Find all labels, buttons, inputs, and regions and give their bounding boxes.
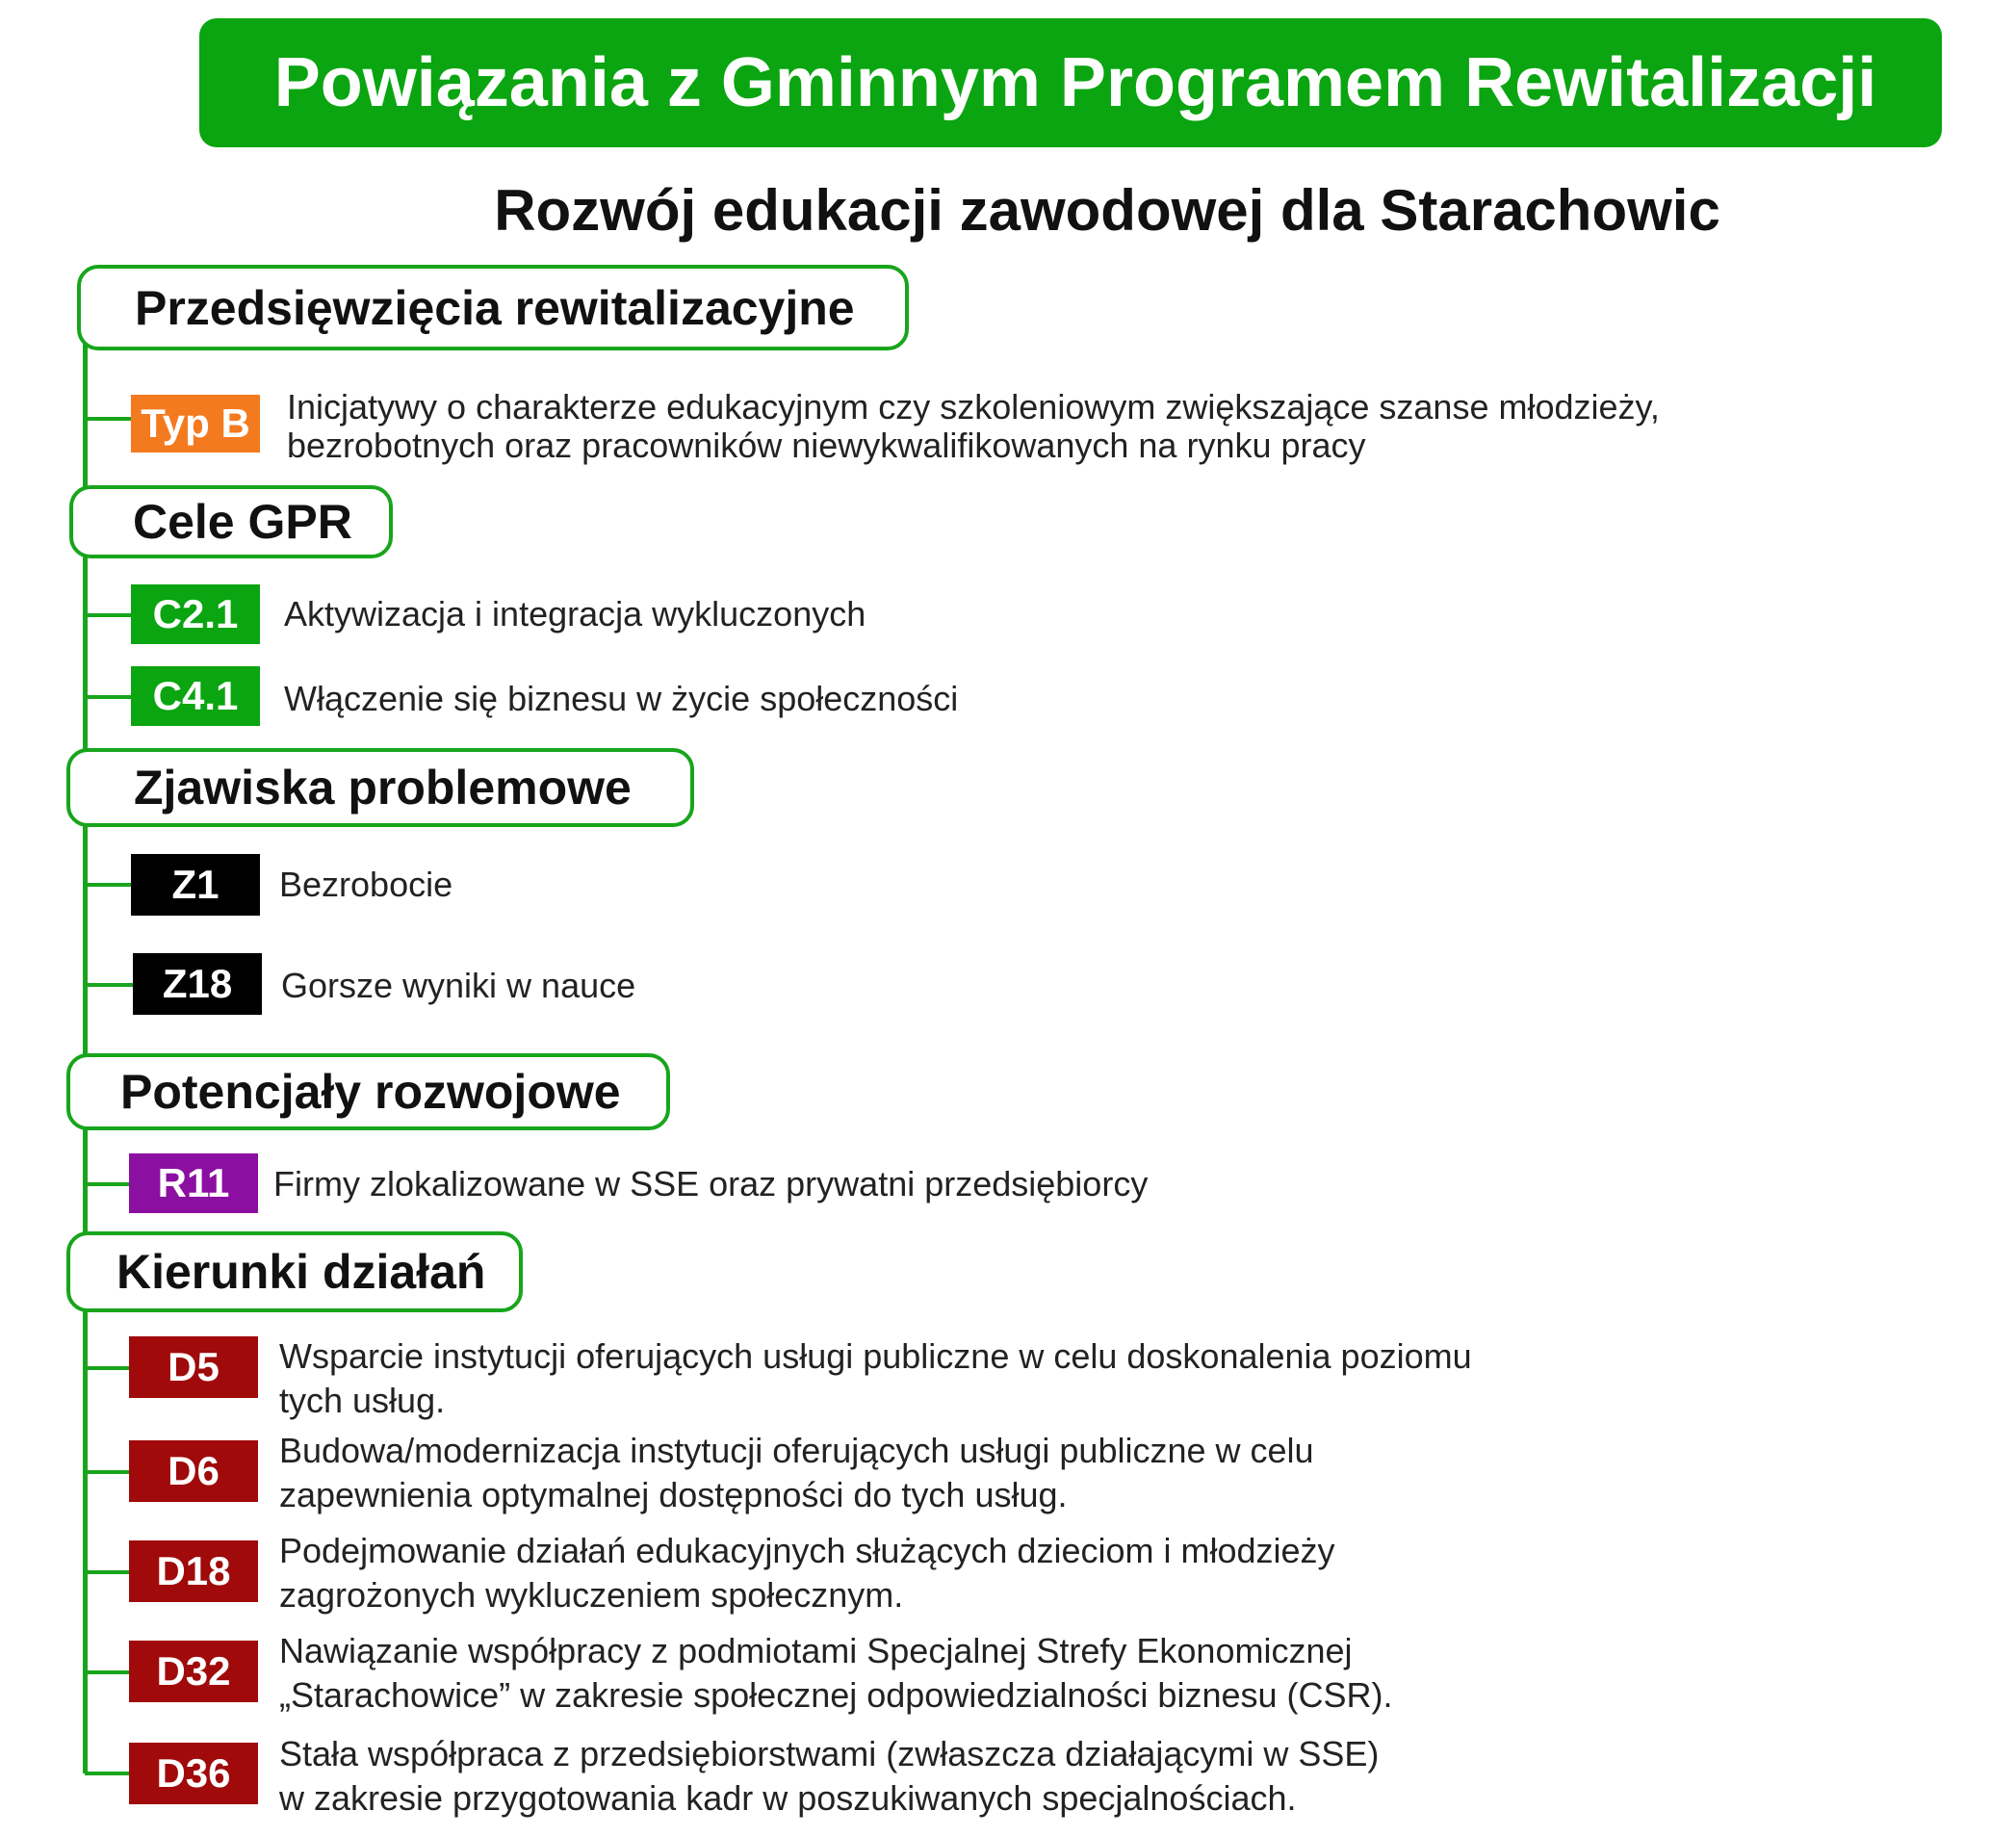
connector bbox=[85, 1366, 133, 1370]
title-banner: Powiązania z Gminnym Programem Rewitalizacji bbox=[199, 18, 1942, 147]
connector bbox=[85, 695, 133, 699]
badge-z18: Z18 bbox=[133, 953, 262, 1015]
connector bbox=[85, 983, 133, 987]
connector bbox=[85, 1570, 133, 1574]
heading-zjawiska bbox=[66, 748, 694, 827]
desc-line: zagrożonych wykluczeniem społecznym. bbox=[279, 1575, 904, 1615]
heading-cele-gpr-label: Cele GPR bbox=[133, 495, 352, 549]
connector bbox=[85, 1772, 133, 1775]
desc-z1 bbox=[279, 866, 452, 904]
badge-r11: R11 bbox=[129, 1153, 258, 1213]
heading-kierunki-label: Kierunki działań bbox=[116, 1245, 486, 1299]
heading-potencjaly-label: Potencjały rozwojowe bbox=[120, 1065, 621, 1119]
desc-line: Nawiązanie współpracy z podmiotami Specjalnej Strefy Ekonomicznej bbox=[279, 1631, 1353, 1670]
desc-line: Budowa/modernizacja instytucji oferujących usługi publiczne w celu bbox=[279, 1431, 1314, 1470]
heading-zjawiska-label: Zjawiska problemowe bbox=[134, 761, 632, 815]
desc-typ-b bbox=[287, 388, 1660, 465]
badge-typ-b: Typ B bbox=[131, 395, 260, 453]
connector bbox=[85, 613, 133, 617]
connector bbox=[85, 417, 133, 421]
desc-c2-1 bbox=[284, 595, 866, 634]
desc-line: Inicjatywy o charakterze edukacyjnym czy szkoleniowym zwiększające szanse młodzieży, bbox=[287, 387, 1660, 427]
badge-d6: D6 bbox=[129, 1440, 258, 1502]
badge-d32: D32 bbox=[129, 1641, 258, 1702]
heading-cele-gpr bbox=[69, 485, 393, 558]
heading-przedsiewziecia-label: Przedsięwzięcia rewitalizacyjne bbox=[135, 280, 855, 335]
heading-przedsiewziecia bbox=[77, 265, 909, 350]
desc-line: Wsparcie instytucji oferujących usługi publiczne w celu doskonalenia poziomu bbox=[279, 1336, 1472, 1376]
badge-z1: Z1 bbox=[131, 854, 260, 916]
desc-r11 bbox=[273, 1165, 1148, 1203]
connector bbox=[85, 1182, 133, 1186]
heading-kierunki bbox=[66, 1231, 523, 1312]
desc-line: tych usług. bbox=[279, 1381, 446, 1420]
subtitle: Rozwój edukacji zawodowej dla Starachowic bbox=[494, 177, 1720, 243]
desc-d18 bbox=[279, 1529, 1335, 1617]
desc-d6 bbox=[279, 1429, 1314, 1517]
desc-line: Podejmowanie działań edukacyjnych służących dzieciom i młodzieży bbox=[279, 1531, 1335, 1570]
desc-line: Stała współpraca z przedsiębiorstwami (zwłaszcza działającymi w SSE) bbox=[279, 1734, 1380, 1773]
desc-line: „Starachowice” w zakresie społecznej odpowiedzialności biznesu (CSR). bbox=[279, 1675, 1393, 1715]
desc-z18 bbox=[281, 967, 635, 1005]
desc-d5 bbox=[279, 1334, 1472, 1423]
badge-d5: D5 bbox=[129, 1336, 258, 1398]
desc-line: Aktywizacja i integracja wykluczonych bbox=[284, 594, 866, 634]
desc-line: Firmy zlokalizowane w SSE oraz prywatni przedsiębiorcy bbox=[273, 1164, 1149, 1203]
badge-d18: D18 bbox=[129, 1540, 258, 1602]
connector bbox=[85, 883, 133, 887]
desc-line: Gorsze wyniki w nauce bbox=[281, 966, 636, 1005]
connector bbox=[85, 1470, 133, 1474]
desc-line: zapewnienia optymalnej dostępności do tych usług. bbox=[279, 1475, 1068, 1514]
badge-c4-1: C4.1 bbox=[131, 666, 260, 726]
connector bbox=[85, 1670, 133, 1674]
desc-line: w zakresie przygotowania kadr w poszukiwanych specjalnościach. bbox=[279, 1778, 1297, 1818]
desc-c4-1 bbox=[284, 680, 958, 718]
badge-c2-1: C2.1 bbox=[131, 584, 260, 644]
desc-d36 bbox=[279, 1732, 1379, 1821]
desc-line: bezrobotnych oraz pracowników niewykwalifikowanych na rynku pracy bbox=[287, 426, 1366, 465]
desc-line: Bezrobocie bbox=[279, 865, 453, 904]
desc-line: Włączenie się biznesu w życie społeczności bbox=[284, 679, 959, 718]
desc-d32 bbox=[279, 1629, 1393, 1718]
badge-d36: D36 bbox=[129, 1743, 258, 1804]
heading-potencjaly bbox=[66, 1053, 670, 1130]
